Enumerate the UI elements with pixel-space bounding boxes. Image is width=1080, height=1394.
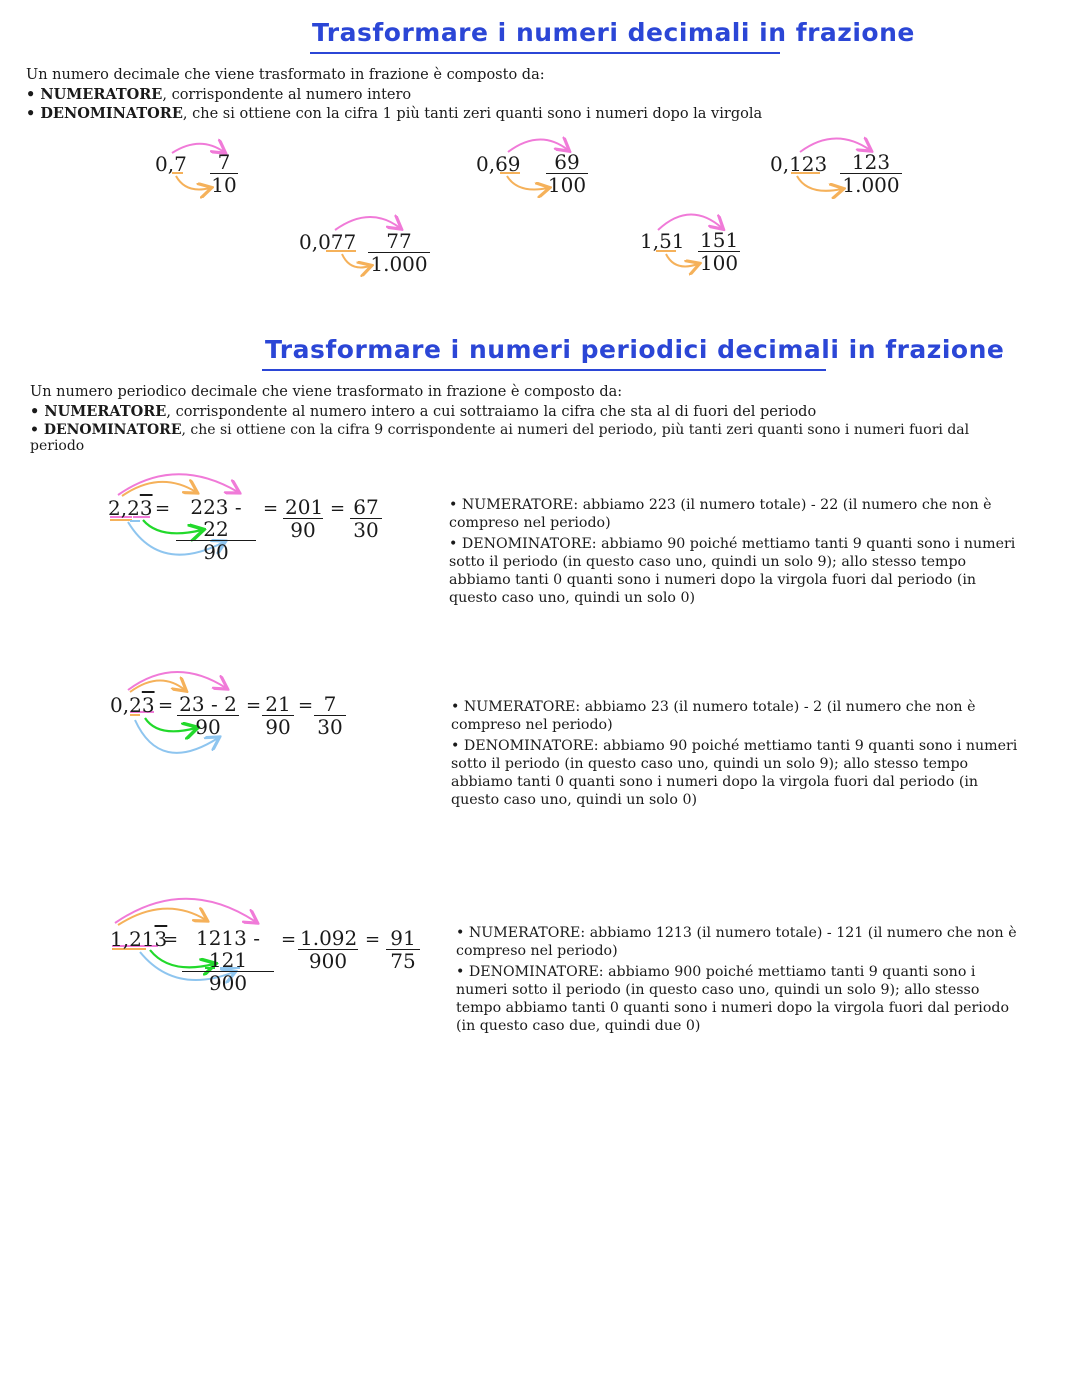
s2-ex3-f1-num: 1213 - 121 bbox=[182, 927, 274, 972]
section1-bullet2-text: , che si ottiene con la cifra 1 più tanti zeri quanti sono i numeri dopo la virgola bbox=[182, 106, 763, 122]
s2-ex3-base: 1,21 bbox=[110, 927, 155, 951]
s2-ex3-f2-den: 900 bbox=[308, 949, 348, 973]
s2-ex1-f3-num: 67 bbox=[350, 496, 382, 519]
s1-ex1-den: 10 bbox=[211, 173, 237, 197]
s1-ex3-den: 1.000 bbox=[842, 173, 900, 197]
s2-ex3-f3-den: 75 bbox=[390, 949, 416, 973]
s2-ex3-f1-den: 900 bbox=[208, 971, 248, 995]
s2-ex3-f2-num: 1.092 bbox=[300, 926, 358, 950]
s2-ex1-f1-den: 90 bbox=[203, 540, 229, 564]
s1-ex2-den: 100 bbox=[547, 173, 587, 197]
section2-title: Trasformare i numeri periodici decimali in frazione bbox=[265, 335, 1005, 364]
section2-bullet2-continuation: periodo bbox=[30, 438, 85, 454]
s2-ex2-f2-den: 90 bbox=[265, 715, 291, 739]
s1-ex5-den: 100 bbox=[699, 251, 739, 275]
section1-bullet1-text: , corrispondente al numero intero bbox=[162, 87, 412, 103]
s2-ex1-eq1: = bbox=[155, 498, 171, 519]
s2-ex2-explanation bbox=[451, 698, 1026, 809]
s1-ex5-num: 151 bbox=[700, 228, 739, 252]
s1-ex4-decimal: 0,077 bbox=[299, 230, 357, 254]
section2-bullet1-text: , corrispondente al numero intero a cui sottraiamo la cifra che sta al di fuori del periodo bbox=[166, 404, 817, 420]
s2-ex2-expl-den: • DENOMINATORE: abbiamo 90 poiché mettiamo tanti 9 quanti sono i numeri sotto il periodo (in questo caso uno, quindi un solo 9); allo stesso tempo abbiamo tanti 0 quanti sono i numeri dopo la virgola fuori dal periodo (in questo caso uno, quindi un solo 0) bbox=[451, 738, 1018, 808]
s2-ex2-period: 3 bbox=[141, 693, 155, 717]
section1-title: Trasformare i numeri decimali in frazione bbox=[312, 18, 915, 47]
s2-ex3-periodic-number bbox=[110, 927, 167, 951]
s2-ex2-periodic-number bbox=[110, 693, 155, 717]
s2-ex2-fraction3 bbox=[314, 693, 346, 738]
s2-ex3-expl-num: • NUMERATORE: abbiamo 1213 (il numero totale) - 121 (il numero che non è compreso nel periodo) bbox=[456, 925, 1017, 959]
s2-ex1-period: 3 bbox=[139, 496, 153, 520]
s2-ex2-f3-den: 30 bbox=[317, 715, 343, 739]
s2-ex2-eq3: = bbox=[298, 695, 314, 716]
s2-ex3-eq2: = bbox=[281, 929, 297, 950]
s2-ex1-explanation bbox=[449, 496, 1024, 607]
s2-ex1-f1-num: 223 - 22 bbox=[176, 496, 256, 541]
s2-ex3-eq1: = bbox=[163, 929, 179, 950]
section1-bullet1-label: • NUMERATORE bbox=[26, 86, 163, 103]
s1-ex2-num: 69 bbox=[546, 151, 588, 174]
s2-ex3-explanation bbox=[456, 924, 1026, 1035]
section2-bullet1-label: • NUMERATORE bbox=[30, 403, 167, 420]
s2-ex1-f2-den: 90 bbox=[290, 518, 316, 542]
s2-ex2-f2-num: 21 bbox=[262, 693, 294, 716]
s2-ex3-fraction3 bbox=[386, 927, 420, 972]
section2-bullet2-text: , che si ottiene con la cifra 9 corrispondente ai numeri del periodo, più tanti zeri quanti sono i numeri fuori dal bbox=[181, 422, 970, 438]
s2-ex3-expl-den: • DENOMINATORE: abbiamo 900 poiché mettiamo tanti 9 quanti sono i numeri sotto il periodo (in questo caso uno, quindi un solo 9); allo stesso tempo abbiamo tanti 0 quanti sono i numeri dopo la virgola fuori dal periodo (in questo caso due, quindi due 0) bbox=[456, 964, 1010, 1034]
section1-intro: Un numero decimale che viene trasformato in frazione è composto da: bbox=[26, 67, 545, 83]
s2-ex1-fraction1 bbox=[176, 496, 256, 563]
s2-ex1-f2-num: 201 bbox=[285, 495, 324, 519]
s2-ex1-fraction2 bbox=[283, 496, 323, 541]
section1-bullet2-label: • DENOMINATORE bbox=[26, 105, 183, 122]
s2-ex1-periodic-number bbox=[108, 496, 153, 520]
s2-ex2-f1-den: 90 bbox=[195, 715, 221, 739]
s2-ex3-f3-num: 91 bbox=[386, 927, 420, 950]
s1-ex1-decimal: 0,7 bbox=[155, 152, 187, 176]
s2-ex3-eq3: = bbox=[365, 929, 381, 950]
s2-ex2-f1-num: 23 - 2 bbox=[177, 693, 239, 716]
section2-bullet2-label: • DENOMINATORE bbox=[30, 422, 182, 438]
s2-ex3-fraction2 bbox=[298, 927, 358, 972]
s1-ex3-num: 123 bbox=[840, 151, 902, 174]
s2-ex1-eq3: = bbox=[330, 498, 346, 519]
s2-ex2-f3-num: 7 bbox=[314, 693, 346, 716]
s2-ex1-expl-den: • DENOMINATORE: abbiamo 90 poiché mettiamo tanti 9 quanti sono i numeri sotto il periodo (in questo caso uno, quindi un solo 9); allo stesso tempo abbiamo tanti 0 quanti sono i numeri dopo la virgola fuori dal periodo (in questo caso uno, quindi un solo 0) bbox=[449, 536, 1016, 606]
s2-ex1-fraction3 bbox=[350, 496, 382, 541]
s2-ex1-f3-den: 30 bbox=[353, 518, 379, 542]
s2-ex2-eq2: = bbox=[246, 695, 262, 716]
s2-ex1-base: 2,2 bbox=[108, 496, 140, 520]
s2-ex1-eq2: = bbox=[263, 498, 279, 519]
s1-ex1-num: 7 bbox=[210, 151, 238, 174]
s1-ex2-decimal: 0,69 bbox=[476, 152, 521, 176]
s1-ex3-decimal: 0,123 bbox=[770, 152, 828, 176]
s2-ex2-base: 0,2 bbox=[110, 693, 142, 717]
s1-ex4-num: 77 bbox=[368, 230, 430, 253]
section2-intro: Un numero periodico decimale che viene trasformato in frazione è composto da: bbox=[30, 384, 623, 400]
s2-ex2-expl-num: • NUMERATORE: abbiamo 23 (il numero totale) - 2 (il numero che non è compreso nel periodo) bbox=[451, 699, 976, 733]
s1-ex5-decimal: 1,51 bbox=[640, 229, 685, 253]
s2-ex2-fraction1 bbox=[177, 693, 239, 738]
s2-ex1-expl-num: • NUMERATORE: abbiamo 223 (il numero totale) - 22 (il numero che non è compreso nel periodo) bbox=[449, 497, 992, 531]
s2-ex3-period: 3 bbox=[154, 927, 168, 951]
s1-ex4-den: 1.000 bbox=[370, 252, 428, 276]
s2-ex2-eq1: = bbox=[158, 695, 174, 716]
s2-ex3-fraction1 bbox=[182, 927, 274, 994]
s2-ex2-fraction2 bbox=[262, 693, 294, 738]
